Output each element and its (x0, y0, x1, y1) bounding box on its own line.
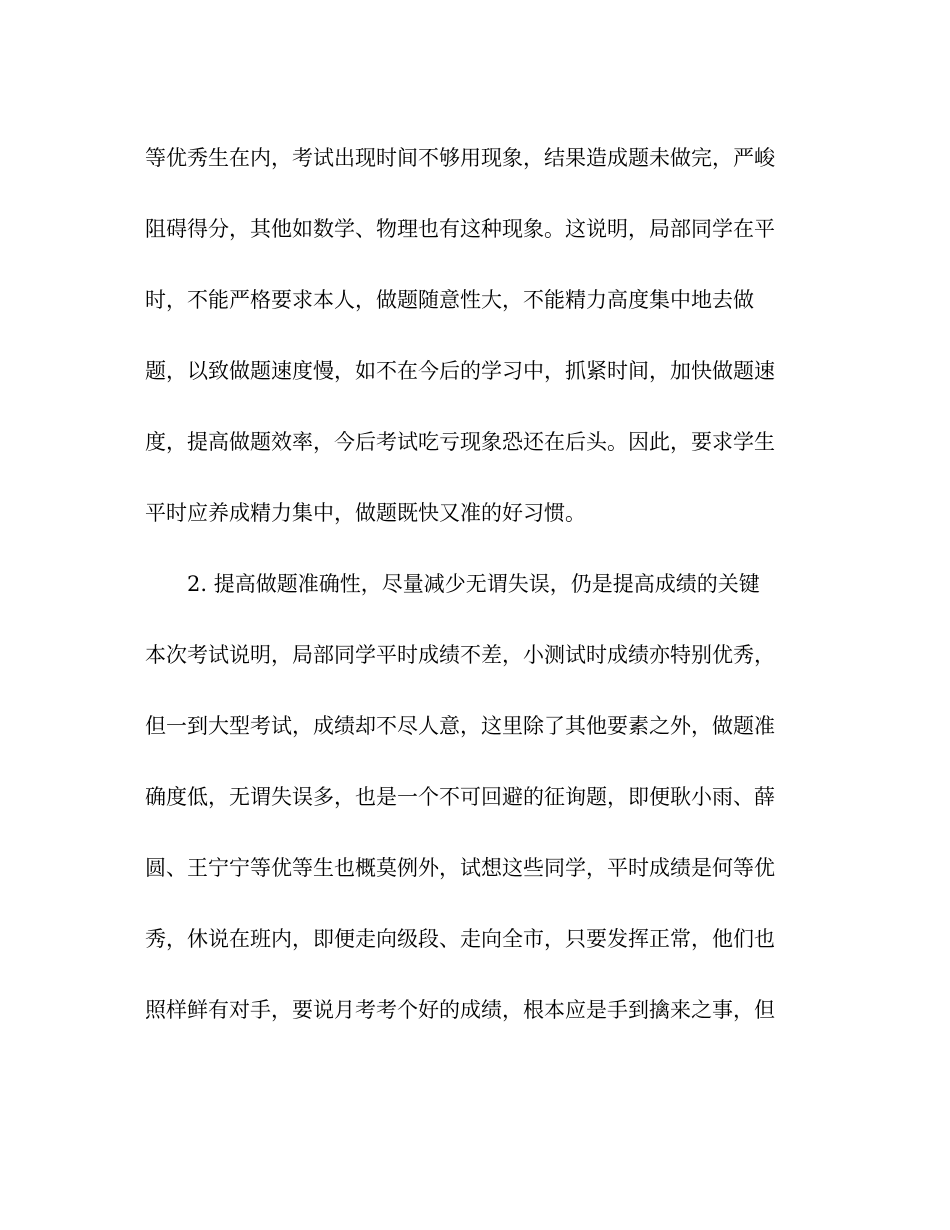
paragraph-line: 度，提高做题效率，今后考试吃亏现象恐还在后头。因此，要求学生 (145, 430, 775, 454)
paragraph-line: 时，不能严格要求本人，做题随意性大，不能精力高度集中地去做 (145, 288, 754, 312)
paragraph-line: 题，以致做题速度慢，如不在今后的学习中，抓紧时间，加快做题速 (145, 359, 775, 383)
paragraph-line: 阻碍得分，其他如数学、物理也有这种现象。这说明，局部同学在平 (145, 217, 775, 241)
paragraph-line: 但一到大型考试，成绩却不尽人意，这里除了其他要素之外，做题准 (145, 714, 775, 738)
paragraph-line: 秀，休说在班内，即便走向级段、走向全市，只要发挥正常，他们也 (145, 927, 775, 951)
numbered-heading-line: 2. 提高做题准确性，尽量减少无谓失误，仍是提高成绩的关键 (187, 572, 760, 596)
paragraph-line: 确度低，无谓失误多，也是一个不可回避的征询题，即便耿小雨、薛 (145, 785, 775, 809)
paragraph-line: 等优秀生在内，考试出现时间不够用现象，结果造成题未做完，严峻 (145, 146, 775, 170)
paragraph-line: 平时应养成精力集中，做题既快又准的好习惯。 (145, 501, 586, 525)
paragraph-line: 本次考试说明，局部同学平时成绩不差，小测试时成绩亦特别优秀， (145, 643, 775, 667)
paragraph-line: 照样鲜有对手，要说月考考个好的成绩，根本应是手到擒来之事，但 (145, 998, 775, 1022)
paragraph-line: 圆、王宁宁等优等生也概莫例外，试想这些同学，平时成绩是何等优 (145, 856, 775, 880)
